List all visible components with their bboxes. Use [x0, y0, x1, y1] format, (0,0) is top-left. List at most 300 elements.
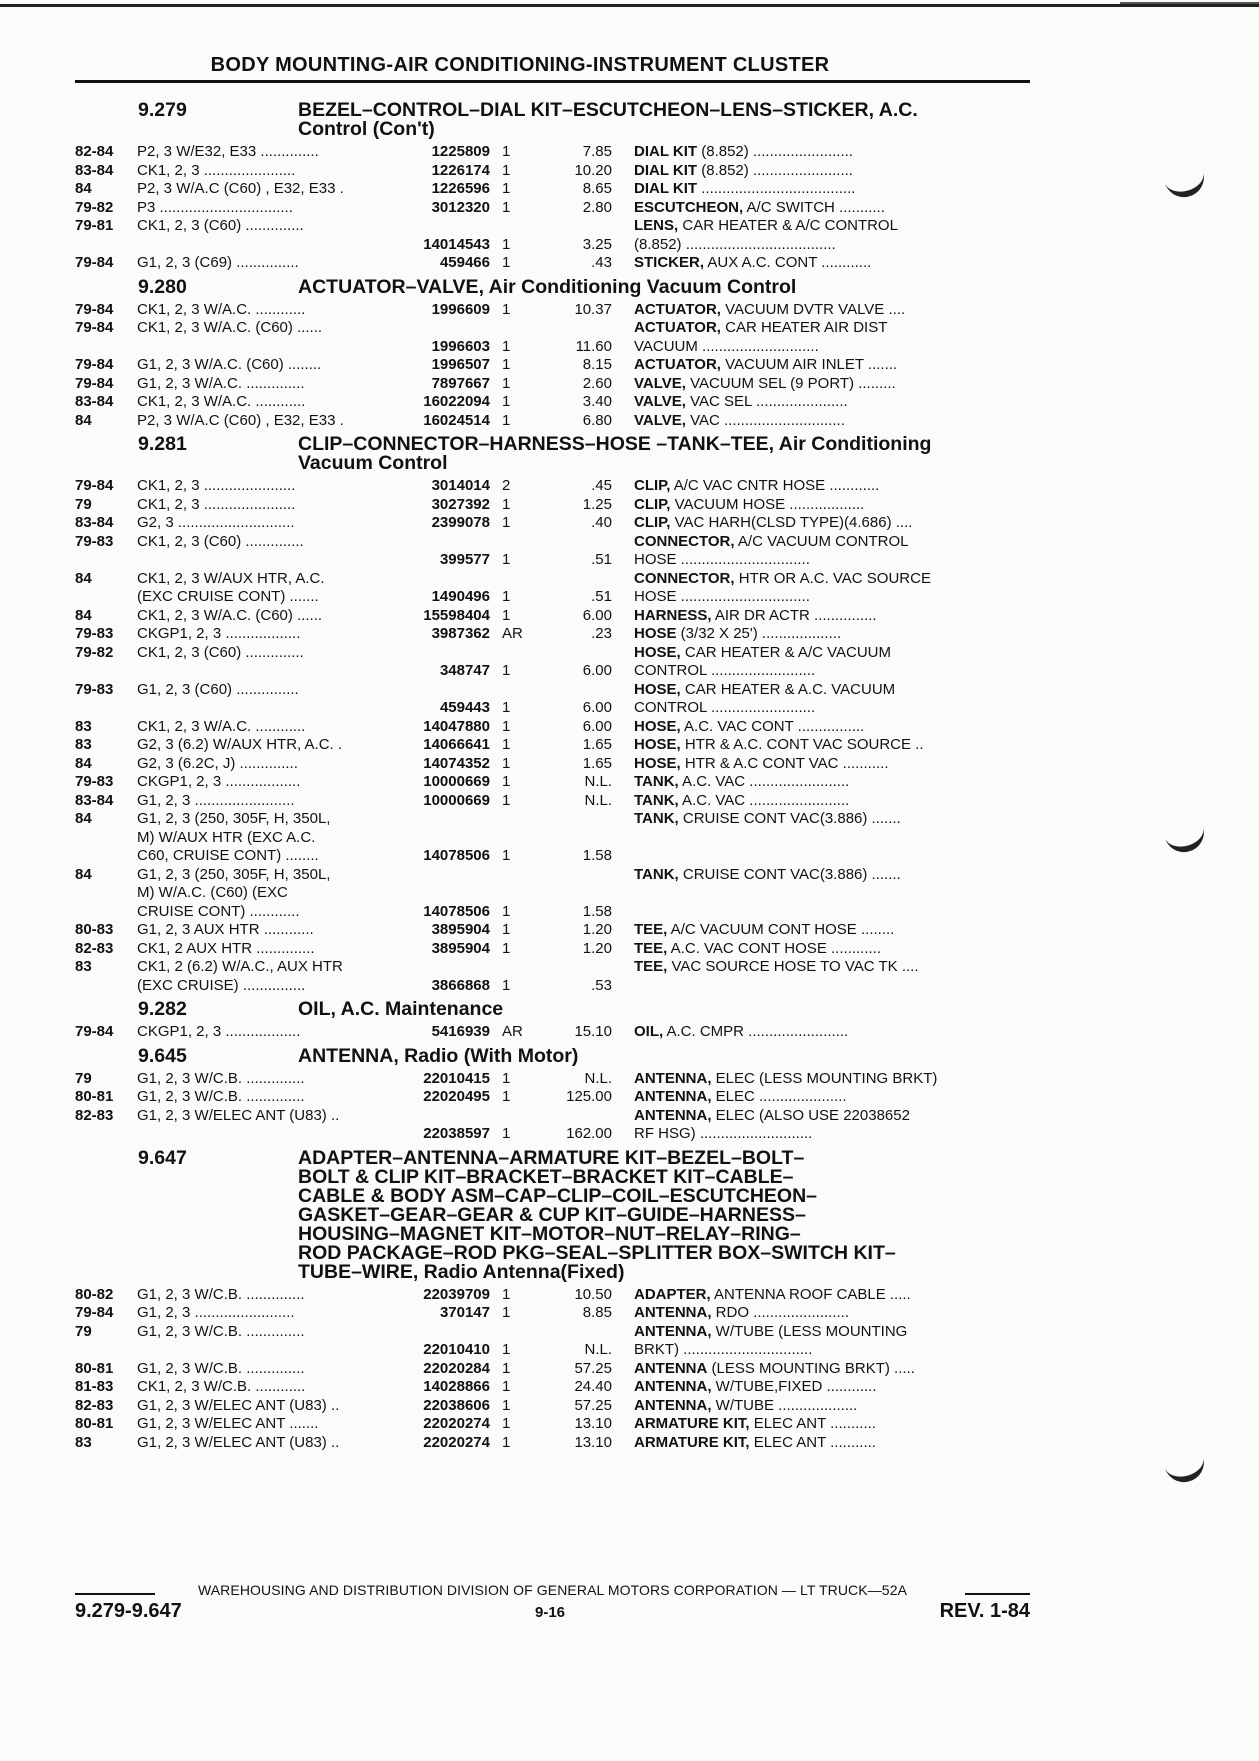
- description: [612, 718, 1004, 737]
- part-row: [75, 736, 1035, 755]
- quantity: 1: [502, 921, 511, 938]
- description: [612, 1088, 1004, 1107]
- price: .43: [591, 254, 612, 271]
- application: G1, 2, 3 ........................: [137, 791, 295, 809]
- application: G1, 2, 3 W/C.B. ..............: [137, 1088, 305, 1105]
- part-row: [75, 625, 1035, 644]
- quantity: 1: [502, 198, 511, 216]
- description: [612, 356, 1004, 375]
- model-years: 79-82: [75, 198, 114, 216]
- quantity: 1: [502, 393, 511, 410]
- price: 57.25: [574, 1359, 612, 1377]
- quantity: 1: [502, 1341, 511, 1358]
- description: [612, 496, 1004, 515]
- description-detail: .....................................: [697, 180, 856, 197]
- description: [612, 681, 1004, 718]
- description-keyword: ANTENNA,: [634, 1106, 712, 1124]
- description-keyword: DIAL KIT: [634, 161, 698, 179]
- application: CKGP1, 2, 3 ..................: [137, 773, 301, 790]
- description-detail: CRUISE CONT VAC(3.886) .......: [678, 865, 901, 883]
- description: [612, 736, 1004, 755]
- model-years: 79-82: [75, 643, 114, 661]
- description: [612, 412, 1004, 431]
- description-detail: CAR HEATER & A.C. VACUUM CONTROL .........................: [634, 680, 896, 716]
- quantity: 1: [502, 143, 511, 160]
- part-number: 14074352: [423, 754, 490, 772]
- application: CK1, 2, 3 (C60) ..............: [137, 532, 304, 550]
- part-row: [75, 921, 1035, 940]
- part-row: [75, 143, 1035, 162]
- description: [612, 143, 1004, 162]
- quantity: 1: [502, 161, 511, 179]
- section-title: OIL, A.C. Maintenance: [298, 998, 504, 1020]
- application: CK1, 2, 3 W/C.B. ............: [137, 1378, 306, 1395]
- part-row: [75, 958, 1035, 995]
- part-row: [75, 1397, 1035, 1416]
- price: 10.37: [574, 300, 612, 318]
- quantity: 1: [502, 180, 511, 197]
- application: CK1, 2, 3 W/AUX HTR, A.C. (EXC CRUISE CONT) .......: [137, 569, 325, 605]
- model-years: 83: [75, 717, 92, 735]
- part-number: 22010415: [423, 1069, 490, 1087]
- description-keyword: CLIP,: [634, 477, 671, 494]
- description-keyword: VALVE,: [634, 411, 686, 429]
- application: G1, 2, 3 W/ELEC ANT (U83) ..: [137, 1106, 340, 1124]
- description-detail: (3/32 X 25') ...................: [676, 625, 842, 642]
- description: [612, 958, 1004, 977]
- description-keyword: HOSE: [634, 625, 677, 642]
- application: G1, 2, 3 W/C.B. ..............: [137, 1285, 305, 1303]
- part-row: [75, 356, 1035, 375]
- description: [612, 625, 1004, 644]
- model-years: 84: [75, 754, 92, 772]
- description-detail: CAR HEATER & A/C VACUUM CONTROL .........................: [634, 643, 891, 679]
- section-title: ADAPTER–ANTENNA–ARMATURE KIT–BEZEL–BOLT– BOLT & CLIP KIT–BRACKET–BRACKET KIT–CABLE– CABLE & BODY ASM–CAP–CLIP–COIL–ESCUTCHEON– GASKET–GEAR–GEAR & CUP KIT–GUIDE–HARNESS– HOUSING–MAGNET KIT–MOTOR–NUT–RELAY–RING– ROD PACKAGE–ROD PKG–SEAL–SPLITTER BOX–SWITCH KIT– TUBE–WIRE, Radio Antenna(Fixed): [298, 1146, 896, 1283]
- part-row: [75, 718, 1035, 737]
- section-title: CLIP–CONNECTOR–HARNESS–HOSE –TANK–TEE, Air Conditioning Vacuum Control: [298, 433, 932, 474]
- quantity: 1: [502, 254, 511, 271]
- part-number: 10000669: [423, 773, 490, 790]
- description: [612, 180, 1004, 199]
- part-number: 1226596: [431, 180, 490, 197]
- price: N.L.: [584, 1341, 612, 1358]
- part-row: [75, 681, 1035, 718]
- model-years: 84: [75, 569, 92, 587]
- section-number: 9.282: [138, 998, 187, 1020]
- part-row: [75, 570, 1035, 607]
- description-detail: A.C. VAC CONT HOSE ............: [667, 939, 881, 957]
- description: [612, 514, 1004, 533]
- description-detail: ELEC ANT ...........: [749, 1433, 876, 1451]
- model-years: 79-83: [75, 532, 114, 550]
- description-detail: ELEC (LESS MOUNTING BRKT): [711, 1069, 938, 1087]
- description-detail: HTR & A.C. CONT VAC SOURCE ..: [680, 736, 924, 753]
- description-keyword: TEE,: [634, 958, 668, 975]
- quantity: 2: [502, 477, 511, 494]
- section-title: ANTENNA, Radio (With Motor): [298, 1044, 579, 1067]
- price: .51: [591, 588, 612, 605]
- price: 10.20: [574, 161, 612, 179]
- model-years: 80-81: [75, 1415, 114, 1432]
- quantity: 1: [502, 337, 511, 355]
- model-years: 82-84: [75, 143, 114, 160]
- description-keyword: CONNECTOR,: [634, 569, 735, 587]
- model-years: 79-84: [75, 477, 114, 494]
- quantity: 1: [502, 1415, 511, 1432]
- description-detail: ELEC .....................: [711, 1088, 847, 1105]
- part-row: [75, 533, 1035, 570]
- part-row: [75, 1323, 1035, 1360]
- description-detail: (LESS MOUNTING BRKT) .....: [707, 1359, 915, 1377]
- model-years: 79-84: [75, 1304, 114, 1321]
- quantity: 1: [502, 699, 511, 716]
- price: 1.20: [582, 939, 612, 957]
- description: [612, 217, 1004, 254]
- description-keyword: TANK,: [634, 810, 679, 827]
- part-number: 22039709: [423, 1285, 490, 1303]
- description-detail: A/C SWITCH ...........: [743, 198, 885, 216]
- part-number: 459443: [439, 699, 490, 716]
- description: [612, 301, 1004, 320]
- price: 2.60: [582, 374, 612, 392]
- application: G1, 2, 3 (C69) ...............: [137, 254, 299, 271]
- description-detail: AUX A.C. CONT ............: [704, 254, 872, 271]
- model-years: 79-84: [75, 374, 114, 392]
- price: 6.00: [582, 606, 612, 624]
- model-years: 79-84: [75, 254, 114, 271]
- description-detail: HTR OR A.C. VAC SOURCE HOSE ...............................: [634, 569, 931, 605]
- description-keyword: ARMATURE KIT,: [634, 1433, 750, 1451]
- description: [612, 792, 1004, 811]
- price: 13.10: [574, 1415, 612, 1432]
- part-number: 16024514: [423, 411, 490, 429]
- description-detail: W/TUBE (LESS MOUNTING BRKT) ...............................: [634, 1322, 908, 1358]
- price: .40: [591, 514, 612, 531]
- part-row: [75, 319, 1035, 356]
- application: CK1, 2 AUX HTR ..............: [137, 939, 315, 957]
- price: .53: [591, 976, 612, 994]
- part-number: 22020274: [423, 1415, 490, 1432]
- quantity: 1: [502, 847, 511, 864]
- model-years: 79-84: [75, 300, 114, 318]
- price: 3.25: [582, 235, 612, 253]
- description-keyword: LENS,: [634, 217, 679, 234]
- description-keyword: TEE,: [634, 921, 668, 938]
- application: CK1, 2 (6.2) W/A.C., AUX HTR (EXC CRUISE) ...............: [137, 958, 343, 994]
- model-years: 79: [75, 495, 92, 513]
- description-keyword: VALVE,: [634, 393, 686, 410]
- quantity: 1: [502, 736, 511, 753]
- section-9-280: [75, 275, 1035, 431]
- part-row: [75, 393, 1035, 412]
- description-detail: AIR DR ACTR ...............: [711, 606, 877, 624]
- part-row: [75, 755, 1035, 774]
- price: 1.25: [582, 495, 612, 513]
- price: 3.40: [582, 393, 612, 410]
- price: 6.00: [582, 662, 612, 679]
- application: G2, 3 ............................: [137, 514, 295, 531]
- price: 8.65: [582, 180, 612, 197]
- part-number: 14066641: [423, 736, 490, 753]
- quantity: 1: [502, 791, 511, 809]
- description: [612, 1360, 1004, 1379]
- model-years: 83-84: [75, 514, 114, 531]
- description-keyword: ACTUATOR,: [634, 356, 721, 373]
- price: 1.65: [582, 754, 612, 772]
- application: CK1, 2, 3 W/A.C. (C60) ......: [137, 606, 323, 624]
- description: [612, 1434, 1004, 1453]
- description-keyword: CLIP,: [634, 495, 671, 513]
- part-number: 1996609: [431, 300, 490, 318]
- part-row: [75, 496, 1035, 515]
- quantity: 1: [502, 411, 511, 429]
- quantity: AR: [502, 625, 523, 642]
- top-border-accent: [1120, 2, 1259, 4]
- part-row: [75, 375, 1035, 394]
- model-years: 80-81: [75, 1359, 114, 1377]
- part-row: [75, 773, 1035, 792]
- description-detail: A/C VACUUM CONT HOSE ........: [667, 921, 895, 938]
- part-number: 22010410: [423, 1341, 490, 1358]
- description-detail: CAR HEATER AIR DIST VACUUM ............................: [634, 319, 888, 355]
- application: G1, 2, 3 W/C.B. ..............: [137, 1069, 305, 1087]
- part-number: 2399078: [431, 514, 490, 531]
- part-row: [75, 301, 1035, 320]
- description: [612, 755, 1004, 774]
- description-detail: (8.852) ........................: [697, 143, 853, 160]
- application: P2, 3 W/A.C (C60) , E32, E33 .: [137, 180, 344, 197]
- quantity: 1: [502, 588, 511, 605]
- description: [612, 1070, 1004, 1089]
- description-keyword: HOSE,: [634, 754, 681, 772]
- part-row: [75, 940, 1035, 959]
- quantity: 1: [502, 773, 511, 790]
- description: [612, 477, 1004, 496]
- model-years: 83-84: [75, 393, 114, 410]
- part-number: 5416939: [431, 1023, 490, 1040]
- application: CK1, 2, 3 ......................: [137, 161, 296, 179]
- description-keyword: TANK,: [634, 791, 679, 809]
- description-keyword: DIAL KIT: [634, 143, 698, 160]
- part-number: 7897667: [431, 374, 490, 392]
- application: G1, 2, 3 (250, 305F, H, 350L, M) W/AUX HTR (EXC A.C. C60, CRUISE CONT) ........: [137, 810, 331, 864]
- application: G1, 2, 3 W/A.C. (C60) ........: [137, 356, 322, 373]
- price: 24.40: [574, 1378, 612, 1395]
- part-number: 22020495: [423, 1088, 490, 1105]
- quantity: 1: [502, 1285, 511, 1303]
- section-9-647: [75, 1146, 1035, 1453]
- section-number: 9.645: [138, 1044, 187, 1067]
- description-detail: ELEC ANT ...........: [749, 1415, 876, 1432]
- description: [612, 644, 1004, 681]
- description-detail: A.C. VAC CONT ................: [680, 717, 865, 735]
- part-row: [75, 1378, 1035, 1397]
- quantity: 1: [502, 662, 511, 679]
- section-title: BEZEL–CONTROL–DIAL KIT–ESCUTCHEON–LENS–STICKER, A.C. Control (Con't): [298, 99, 918, 140]
- description-detail: A.C. VAC ........................: [678, 791, 850, 809]
- description-detail: VAC .............................: [685, 411, 845, 429]
- model-years: 84: [75, 180, 92, 197]
- model-years: 82-83: [75, 1396, 114, 1414]
- description-detail: A/C VAC CNTR HOSE ............: [670, 477, 880, 494]
- quantity: 1: [502, 717, 511, 735]
- description-keyword: HARNESS,: [634, 606, 712, 624]
- binder-hole-mark: [1162, 815, 1209, 856]
- page-title: BODY MOUNTING-AIR CONDITIONING-INSTRUMENT CLUSTER: [210, 54, 830, 76]
- part-row: [75, 199, 1035, 218]
- description-detail: (8.852) ........................: [697, 161, 853, 179]
- section-9-645: [75, 1044, 1035, 1144]
- section-title: ACTUATOR–VALVE, Air Conditioning Vacuum Control: [298, 275, 797, 298]
- application: CK1, 2, 3 W/A.C. ............: [137, 717, 306, 735]
- quantity: 1: [502, 1088, 511, 1105]
- model-years: 79-83: [75, 625, 114, 642]
- section-heading: [75, 1044, 1035, 1067]
- model-years: 83-84: [75, 791, 114, 809]
- application: G1, 2, 3 W/ELEC ANT (U83) ..: [137, 1396, 340, 1414]
- part-row: [75, 1360, 1035, 1379]
- quantity: 1: [502, 939, 511, 957]
- application: CK1, 2, 3 (C60) ..............: [137, 217, 304, 234]
- price: 2.80: [582, 198, 612, 216]
- quantity: 1: [502, 1069, 511, 1087]
- application: P3 ................................: [137, 198, 293, 216]
- description: [612, 866, 1004, 885]
- application: G1, 2, 3 ........................: [137, 1304, 295, 1321]
- quantity: 1: [502, 1433, 511, 1451]
- description-detail: ANTENNA ROOF CABLE .....: [710, 1285, 911, 1303]
- application: G1, 2, 3 (250, 305F, H, 350L, M) W/A.C. (C60) (EXC CRUISE CONT) ............: [137, 865, 331, 920]
- model-years: 83: [75, 958, 92, 975]
- description-keyword: TEE,: [634, 939, 668, 957]
- description-keyword: ANTENNA,: [634, 1322, 712, 1340]
- part-number: 22020284: [423, 1359, 490, 1377]
- price: 6.80: [582, 411, 612, 429]
- description-keyword: ADAPTER,: [634, 1285, 711, 1303]
- part-row: [75, 412, 1035, 431]
- part-number: 3014014: [431, 477, 490, 494]
- part-number: 459466: [439, 254, 490, 271]
- quantity: 1: [502, 976, 511, 994]
- footer-section-range: 9.279-9.647: [75, 1600, 182, 1622]
- price: .51: [591, 551, 612, 568]
- model-years: 79-83: [75, 773, 114, 790]
- price: 11.60: [575, 337, 612, 355]
- description-detail: VAC SOURCE HOSE TO VAC TK ....: [667, 958, 919, 975]
- section-heading: [75, 1000, 1035, 1019]
- part-row: [75, 1286, 1035, 1305]
- quantity: 1: [502, 754, 511, 772]
- section-9-282: [75, 1000, 1035, 1042]
- price: 1.20: [582, 921, 612, 938]
- part-row: [75, 1023, 1035, 1042]
- quantity: 1: [502, 1359, 511, 1377]
- section-number: 9.281: [138, 433, 187, 455]
- part-number: 3895904: [431, 939, 490, 957]
- description-keyword: ANTENNA,: [634, 1396, 712, 1414]
- description: [612, 1323, 1004, 1360]
- part-number: 399577: [439, 551, 490, 568]
- section-9-279: [75, 101, 1035, 273]
- price: 125.00: [566, 1088, 612, 1105]
- model-years: 79-84: [75, 356, 114, 373]
- part-number: 22038606: [423, 1396, 490, 1414]
- price: 15.10: [574, 1023, 612, 1040]
- description-detail: HTR & A.C CONT VAC ...........: [680, 754, 889, 772]
- description-keyword: ANTENNA: [634, 1359, 708, 1377]
- application: P2, 3 W/A.C (C60) , E32, E33 .: [137, 411, 344, 429]
- footer-revision: REV. 1-84: [939, 1600, 1030, 1622]
- description-keyword: HOSE,: [634, 680, 681, 698]
- part-number: 14078506: [423, 847, 490, 864]
- part-row: [75, 1304, 1035, 1323]
- section-number: 9.279: [138, 99, 187, 121]
- description-keyword: CONNECTOR,: [634, 532, 735, 550]
- model-years: 83: [75, 736, 92, 753]
- application: CKGP1, 2, 3 ..................: [137, 1023, 301, 1040]
- description-keyword: ARMATURE KIT,: [634, 1415, 750, 1432]
- description-detail: VACUUM HOSE ..................: [670, 495, 865, 513]
- part-number: 14078506: [423, 902, 490, 920]
- description-keyword: ANTENNA,: [634, 1378, 712, 1395]
- application: CK1, 2, 3 ......................: [137, 495, 296, 513]
- application: CK1, 2, 3 W/A.C. ............: [137, 393, 306, 410]
- part-number: 348747: [439, 662, 490, 679]
- price: 10.50: [574, 1285, 612, 1303]
- price: 6.00: [582, 699, 612, 716]
- description-keyword: HOSE,: [634, 717, 681, 735]
- model-years: 79-81: [75, 217, 114, 234]
- part-row: [75, 644, 1035, 681]
- description-detail: RDO .......................: [711, 1304, 850, 1321]
- application: G1, 2, 3 AUX HTR ............: [137, 921, 314, 938]
- price: 57.25: [574, 1396, 612, 1414]
- part-row: [75, 180, 1035, 199]
- description-detail: CAR HEATER & A/C CONTROL (8.852) ....................................: [634, 217, 898, 253]
- part-number: 16022094: [423, 393, 490, 410]
- description-keyword: STICKER,: [634, 254, 705, 271]
- model-years: 79-83: [75, 680, 114, 698]
- part-row: [75, 866, 1035, 922]
- description-keyword: VALVE,: [634, 374, 686, 392]
- description-detail: A.C. VAC ........................: [678, 773, 850, 790]
- application: CK1, 2, 3 W/A.C. (C60) ......: [137, 319, 323, 336]
- model-years: 80-83: [75, 921, 114, 938]
- description-keyword: ANTENNA,: [634, 1304, 712, 1321]
- description-keyword: OIL,: [634, 1023, 664, 1040]
- binder-hole-mark: [1162, 160, 1209, 201]
- part-row: [75, 217, 1035, 254]
- description-detail: W/TUBE ...................: [711, 1396, 858, 1414]
- description-keyword: ANTENNA,: [634, 1088, 712, 1105]
- application: G2, 3 (6.2C, J) ..............: [137, 754, 298, 772]
- section-heading: [75, 101, 1035, 139]
- part-number: 10000669: [423, 791, 490, 809]
- description: [612, 393, 1004, 412]
- model-years: 82-83: [75, 1106, 114, 1124]
- footer-rule-right: [965, 1593, 1030, 1595]
- part-number: 14014543: [423, 235, 490, 253]
- description: [612, 1023, 1004, 1042]
- description-detail: VACUUM SEL (9 PORT) .........: [685, 374, 896, 392]
- model-years: 83-84: [75, 161, 114, 179]
- price: 162.00: [566, 1125, 612, 1142]
- model-years: 79: [75, 1069, 92, 1087]
- application: CKGP1, 2, 3 ..................: [137, 625, 301, 642]
- description: [612, 1378, 1004, 1397]
- price: 6.00: [582, 717, 612, 735]
- quantity: 1: [502, 495, 511, 513]
